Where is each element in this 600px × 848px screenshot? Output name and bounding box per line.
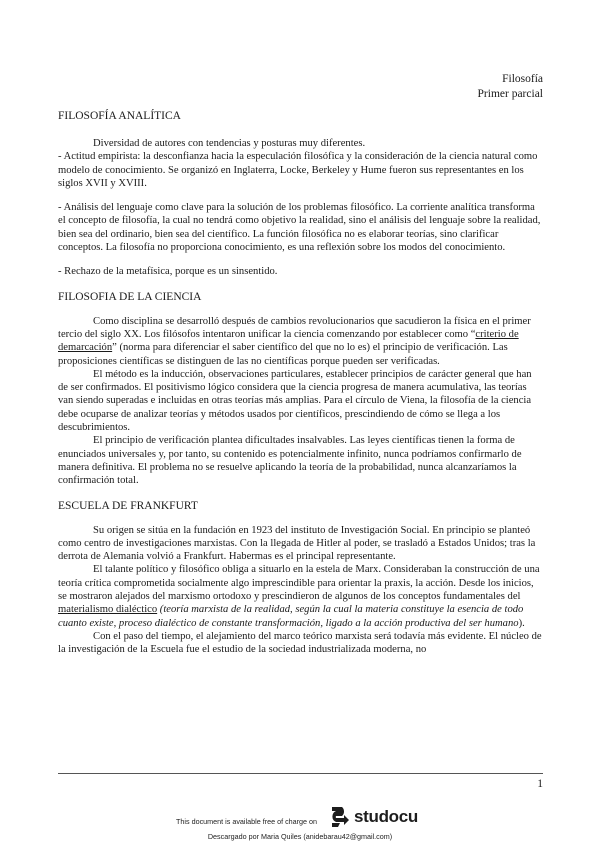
underlined-term: criterio de demarcación [58, 328, 519, 354]
download-attribution: Descargado por Maria Quiles (anidebarau42@gmail.com) [207, 832, 393, 841]
bullet-paragraph: - Rechazo de la metafísica, porque es un sinsentido. [58, 266, 278, 278]
page-footer [0, 803, 600, 848]
paragraph: Diversidad de autores con tendencias y posturas muy diferentes. [93, 138, 366, 149]
section-title-filosofia-analitica: FILOSOFÍA ANALÍTICA [58, 110, 181, 122]
studocu-wordmark: studocu [354, 807, 419, 826]
paragraph: El talante político y filosófico obliga a situarlo en la estela de Marx. Consideraban la construcción de una teoría crítica comprometida socialmente algo imprescindible para orientar la praxis, la acción. Desde los inicios, se mostraron alejados del marxismo ortodoxo y prescindieron de algunos de los conceptos fundamentales del materialismo dialéctico (teoría marxista de la realidad, según la cual la materia constituye la esencia de todo cuanto existe, proceso dialéctico de constante transformación, ligado a la acción productiva del ser humano). [58, 564, 540, 629]
studocu-logo[interactable] [328, 805, 438, 831]
paragraph: El principio de verificación plantea dificultades insalvables. Las leyes científicas tienen la forma de enunciados universales y, por tanto, su contenido es potencialmente infinito, nunca podríamos confirmarlo de manera definitiva. El problema no se resuelve aplicando la teoría de la probabilidad, nunca alcanzaríamos la confirmación total. [58, 435, 522, 487]
header-subject: Filosofía [502, 73, 543, 85]
document-body [58, 109, 543, 657]
studocu-logo-icon [328, 805, 350, 829]
paragraph: Con el paso del tiempo, el alejamiento del marco teórico marxista será todavía más evidente. El núcleo de la investigación de la Escuela fue el estudio de la sociedad industrializada moderna, no [58, 630, 542, 656]
underlined-term: materialismo dialéctico [58, 604, 158, 616]
paragraph: Como disciplina se desarrolló después de cambios revolucionarios que sacudieron la física en el primer tercio del siglo XX. Los filósofos intentaron unificar la ciencia comenzando por establecer como “criterio de demarcación” (norma para diferenciar el saber científico del que no lo es) el principio de verificación. Las proposiciones científicas se distinguen de las no científicas porque pueden ser verificadas. [58, 315, 531, 367]
page-number: 1 [537, 778, 543, 790]
section-title-filosofia-de-la-ciencia: FILOSOFIA DE LA CIENCIA [58, 290, 202, 303]
bullet-paragraph: - Actitud empirista: la desconfianza hacia la especulación filosófica y la consideración de la ciencia natural como modelo de conocimiento. Se organizó en Inglaterra, Locke, Berkeley y Hume fueron sus representantes en los siglos XVII y XVIII. [58, 151, 538, 189]
bullet-paragraph: - Análisis del lenguaje como clave para la solución de los problemas filosófico. La corriente analítica transforma el concepto de filosofía, la cual no tendrá como objetivo la realidad, sino el análisis del lenguaje sobre la realidad, bien sea del ordinario, bien sea del científico. La función filosófica no es elaborar teorías, sino clarificar conceptos. La filosofía no proporciona conocimiento, es una reflexión sobre los modos del conocimiento. [58, 202, 541, 254]
availability-note: This document is available free of charge on [176, 817, 318, 826]
page-header [478, 72, 543, 102]
section-title-escuela-de-frankfurt: ESCUELA DE FRANKFURT [58, 499, 198, 512]
italic-definition: (teoría marxista de la realidad, según la cual la materia constituye la esencia de todo cuanto existe, proceso dialéctico de constante transformación, ligado a la acción productiva del ser humano [58, 604, 524, 629]
header-exam: Primer parcial [477, 88, 543, 100]
paragraph: Su origen se sitúa en la fundación en 1923 del instituto de Investigación Social. En principio se planteó como centro de investigaciones marxistas. Con la llegada de Hitler al poder, se trasladó a Estados Unidos; tras la derrota de Alemania volvió a Frankfurt. Habermas es el principal representante. [58, 524, 536, 563]
footer-divider [58, 773, 543, 774]
paragraph: El método es la inducción, observaciones particulares, establecer principios de carácter general que han de ser confirmados. El positivismo lógico considera que la ciencia progresa de manera acumulativa, las teorías van siendo superadas e incluidas en otras teorías más amplias. Para el círculo de Viena, la filosofía de la ciencia debe ocuparse de analizar teorías y métodos usados por científicos, prescindiendo de cómo se llega a los descubrimientos. [58, 368, 532, 434]
